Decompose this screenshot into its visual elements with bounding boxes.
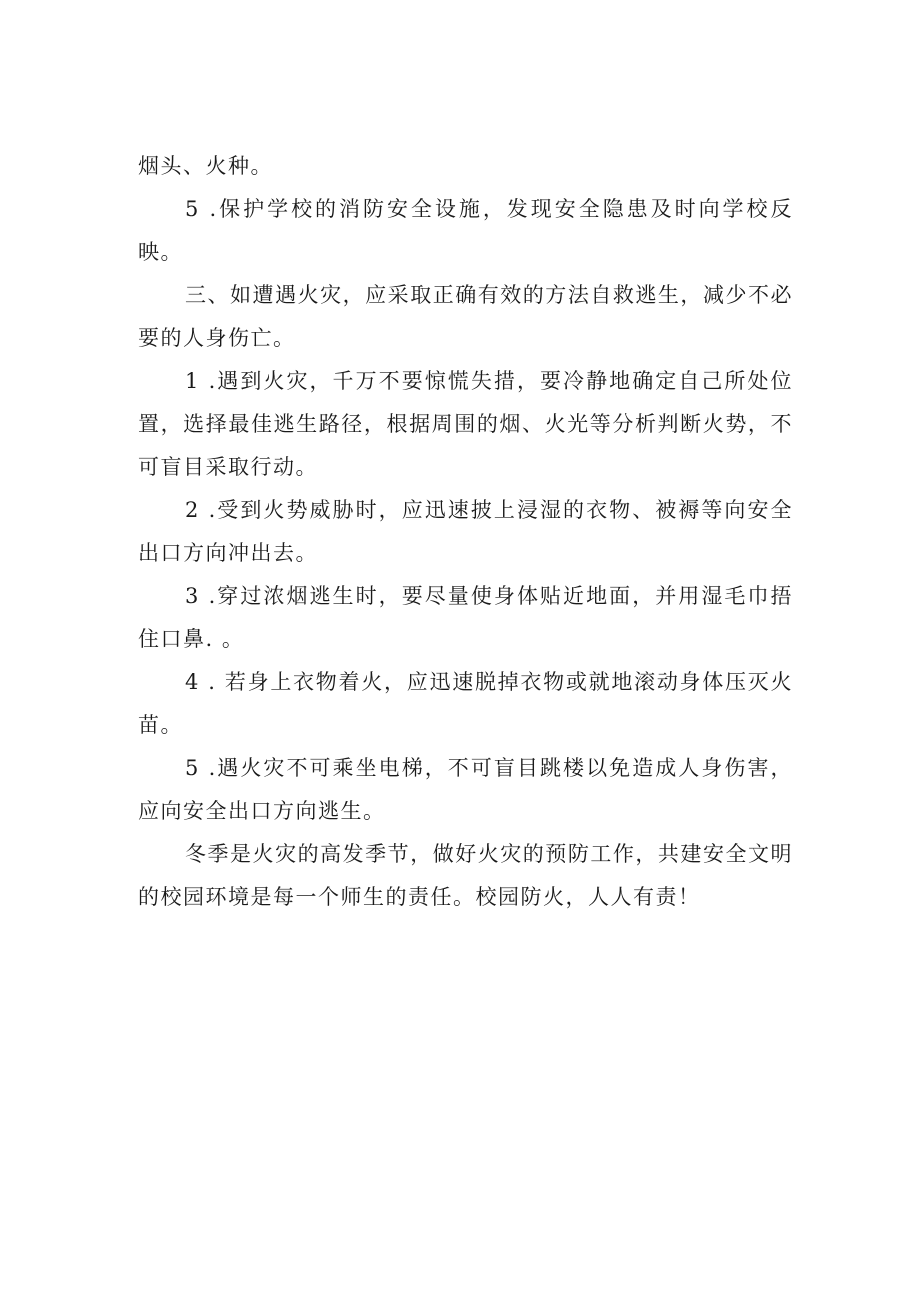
paragraph-item-5-protect-facilities: 5 .保护学校的消防安全设施，发现安全隐患及时向学校反映。 <box>138 197 793 264</box>
paragraph-item-2: 2 .受到火势威胁时，应迅速披上浸湿的衣物、被褥等向安全出口方向冲出去。 <box>138 498 793 565</box>
paragraph-item-5-elevator: 5 .遇火灾不可乘坐电梯，不可盲目跳楼以免造成人身伤害，应向安全出口方向逃生。 <box>138 756 793 823</box>
document-body <box>138 145 793 919</box>
paragraph-continuation: 烟头、火种。 <box>138 154 273 178</box>
paragraph-conclusion: 冬季是火灾的高发季节，做好火灾的预防工作，共建安全文明的校园环境是每一个师生的责任。校园防火，人人有责！ <box>138 842 793 909</box>
paragraph-item-4: 4 . 若身上衣物着火，应迅速脱掉衣物或就地滚动身体压灭火苗。 <box>138 670 793 737</box>
paragraph-item-3: 3 .穿过浓烟逃生时，要尽量使身体贴近地面，并用湿毛巾捂住口鼻. 。 <box>138 584 793 651</box>
section-heading-three: 三、如遭遇火灾，应采取正确有效的方法自救逃生，减少不必要的人身伤亡。 <box>138 283 793 350</box>
paragraph-item-1: 1 .遇到火灾，千万不要惊慌失措，要冷静地确定自己所处位置，选择最佳逃生路径，根据周围的烟、火光等分析判断火势，不可盲目采取行动。 <box>138 369 793 479</box>
